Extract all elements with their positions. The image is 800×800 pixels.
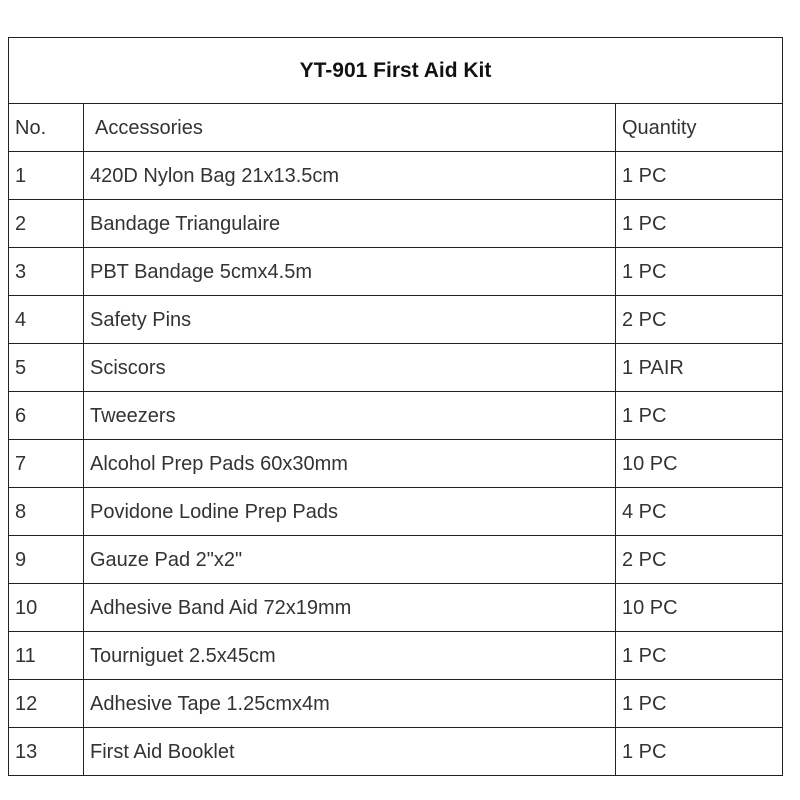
table-row xyxy=(9,488,783,536)
row-accessory: First Aid Booklet xyxy=(84,728,616,776)
table-body xyxy=(9,38,783,776)
row-quantity: 10 PC xyxy=(616,584,783,632)
row-quantity: 1 PC xyxy=(616,248,783,296)
row-number: 10 xyxy=(9,584,84,632)
row-accessory: Adhesive Tape 1.25cmx4m xyxy=(84,680,616,728)
row-accessory: Tourniguet 2.5x45cm xyxy=(84,632,616,680)
table-row xyxy=(9,296,783,344)
row-number: 6 xyxy=(9,392,84,440)
first-aid-kit-table xyxy=(8,37,783,776)
row-quantity: 1 PC xyxy=(616,632,783,680)
row-quantity: 10 PC xyxy=(616,440,783,488)
header-quantity: Quantity xyxy=(616,104,783,152)
row-quantity: 1 PC xyxy=(616,392,783,440)
row-accessory: 420D Nylon Bag 21x13.5cm xyxy=(84,152,616,200)
row-number: 9 xyxy=(9,536,84,584)
row-number: 3 xyxy=(9,248,84,296)
header-no: No. xyxy=(9,104,84,152)
row-accessory: PBT Bandage 5cmx4.5m xyxy=(84,248,616,296)
table-row xyxy=(9,392,783,440)
row-accessory: Alcohol Prep Pads 60x30mm xyxy=(84,440,616,488)
row-accessory: Gauze Pad 2"x2" xyxy=(84,536,616,584)
row-accessory: Adhesive Band Aid 72x19mm xyxy=(84,584,616,632)
table-row xyxy=(9,536,783,584)
row-number: 13 xyxy=(9,728,84,776)
table-row xyxy=(9,728,783,776)
header-accessories: Accessories xyxy=(84,104,616,152)
row-quantity: 4 PC xyxy=(616,488,783,536)
row-quantity: 1 PAIR xyxy=(616,344,783,392)
row-accessory: Safety Pins xyxy=(84,296,616,344)
row-number: 5 xyxy=(9,344,84,392)
table-row xyxy=(9,680,783,728)
table-row xyxy=(9,344,783,392)
row-accessory: Tweezers xyxy=(84,392,616,440)
row-number: 4 xyxy=(9,296,84,344)
table-title: YT-901 First Aid Kit xyxy=(9,38,783,104)
row-accessory: Povidone Lodine Prep Pads xyxy=(84,488,616,536)
row-quantity: 1 PC xyxy=(616,680,783,728)
row-quantity: 1 PC xyxy=(616,200,783,248)
row-number: 2 xyxy=(9,200,84,248)
row-number: 12 xyxy=(9,680,84,728)
table-row xyxy=(9,632,783,680)
table-row xyxy=(9,584,783,632)
row-quantity: 1 PC xyxy=(616,152,783,200)
row-number: 1 xyxy=(9,152,84,200)
title-row xyxy=(9,38,783,104)
header-row xyxy=(9,104,783,152)
table-row xyxy=(9,200,783,248)
row-quantity: 2 PC xyxy=(616,536,783,584)
table-row xyxy=(9,440,783,488)
row-accessory: Bandage Triangulaire xyxy=(84,200,616,248)
row-number: 11 xyxy=(9,632,84,680)
table-row xyxy=(9,152,783,200)
row-accessory: Sciscors xyxy=(84,344,616,392)
row-quantity: 1 PC xyxy=(616,728,783,776)
row-number: 8 xyxy=(9,488,84,536)
row-number: 7 xyxy=(9,440,84,488)
table-row xyxy=(9,248,783,296)
row-quantity: 2 PC xyxy=(616,296,783,344)
